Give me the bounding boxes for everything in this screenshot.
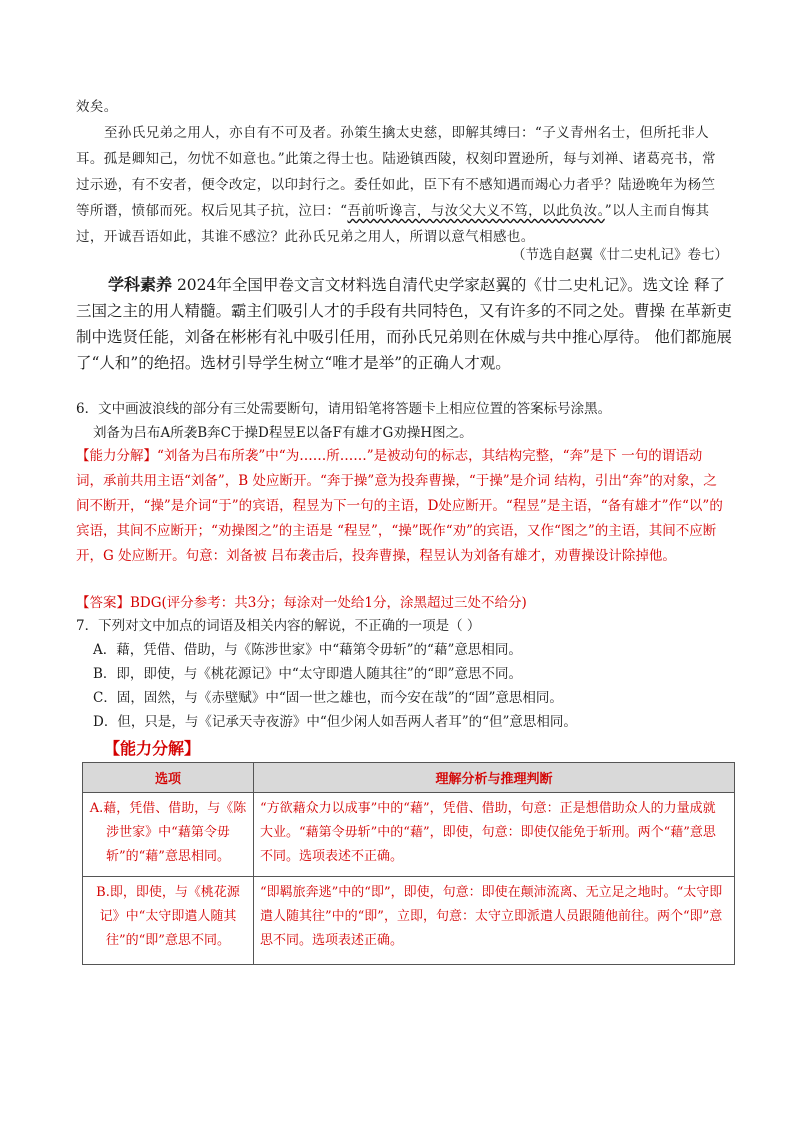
analysis-table — [82, 762, 735, 965]
table-cell-analysis: “即羁旅奔逃”中的“即”，即使，句意：即使在颠沛流离、无立足之地时。“太守即遣人随其往”中的“即”，立即，句意：太守立即派遣人员跟随他前往。两个“即”意思不同。选项表述正确。 — [254, 877, 735, 965]
table-header-row — [83, 763, 735, 793]
question-6-analysis: 【能力分解】“刘备为吕布所袭”中“为……所……”是被动句的标志，其结构完整，“奔”是下 一句的谓语动词，承前共用主语“刘备”，B 处应断开。“奔于操”意为投奔曹操，“于操”是介词 结构，引出“奔”的对象，之间不断开，“操”是介词“于”的宾语，程昱为下一句的主语，D处应断开。“程昱”是主语，“备有雄才”作“以”的宾语，其间不应断开；“劝操图之”的主语是 “程昱”，“操”既作“劝”的宾语，又作“图之”的主语，其间不应断开，G 处应断开。句意：刘备被 吕布袭击后，投奔曹操，程昱认为刘备有雄才，劝曹操设计除掉他。 — [76, 448, 723, 564]
table-header-option: 选项 — [83, 763, 254, 793]
question-7-option-d: D．但，只是，与《记承天寺夜游》中“但少闲人如吾两人者耳”的“但”意思相同。 — [93, 714, 577, 730]
breakdown-heading: 【能力分解】 — [104, 739, 201, 758]
table-cell-option: A.藉，凭借、借助，与《陈涉世家》中“藉第令毋斩”的“藉”意思相同。 — [83, 793, 254, 877]
question-7-option-c: C．固，固然，与《赤壁赋》中“固一世之雄也，而今安在哉”的“固”意思相同。 — [93, 690, 563, 706]
wavy-underlined-sentence: 吾前听谗言，与汝父大义不笃，以此负汝。 — [347, 203, 605, 219]
question-7-option-a: A．藉，凭借、借助，与《陈涉世家》中“藉第令毋斩”的“藉”意思相同。 — [93, 642, 522, 658]
question-6-stem: 6．文中画波浪线的部分有三处需要断句，请用铅笔将答题卡上相应位置的答案标号涂黑。 — [76, 401, 612, 417]
table-cell-option: B.即，即使，与《桃花源记》中“太守即遣人随其往”的“即”意思不同。 — [83, 877, 254, 965]
table-cell-analysis: “方欲藉众力以成事”中的“藉”，凭借、借助，句意：正是想借助众人的力量成就大业。“藉第令毋斩”中的“藉”，即使，句意：即使仅能免于斩刑。两个“藉”意思不同。选项表述不正确。 — [254, 793, 735, 877]
table-row — [83, 793, 735, 877]
question-7-stem: 7．下列对文中加点的词语及相关内容的解说，不正确的一项是（ ） — [76, 618, 481, 634]
passage-source: （节选自赵翼《廿二史札记》卷七） — [512, 247, 728, 263]
question-6-answer: 【答案】BDG(评分参考：共3分；每涂对一处给1分，涂黑超过三处不给分) — [76, 595, 527, 611]
literacy-paragraph: 学科素养 2024年全国甲卷文言文材料选自清代史学家赵翼的《廿二史札记》。选文诠 释了三国之主的用人精髓。霸主们吸引人才的手段有共同特色，又有许多的不同之处。曹操 在革新吏制中选贤任能，刘备在彬彬有礼中吸引任用，而孙氏兄弟则在休威与共中推心厚待。 他们都施展了“人和”的绝招。选材引导学生树立“唯才是举”的正确人才观。 — [76, 275, 732, 372]
passage-line-start: 效矣。 — [76, 99, 118, 115]
passage-paragraph: 至孙氏兄弟之用人，亦自有不可及者。孙策生擒太史慈，即解其缚曰：“子义青州名士，但所托非人耳。孤是卿知己，勿忧不如意也。”此策之得士也。陆逊镇西陵，权刻印置逊所，每与刘禅、诸葛亮书，常过示逊，有不安者，便令改定，以印封行之。委任如此，臣下有不感知遇而竭心力者乎？陆逊晚年为杨竺等所谮，愤郁而死。权后见其子抗，泣曰：“吾前听谗言，与汝父大义不笃，以此负汝。”以人主而自悔其过，开诚吾语如此，其谁不感泣？此孙氏兄弟之用人，所谓以意气相感也。 — [76, 125, 716, 245]
table-header-analysis: 理解分析与推理判断 — [254, 763, 735, 793]
question-7-option-b: B．即，即使，与《桃花源记》中“太守即遣人随其往”的“即”意思不同。 — [93, 666, 523, 682]
table-row — [83, 877, 735, 965]
question-6-sentence: 刘备为吕布A所袭B奔C于操D程昱E以备F有雄才G劝操H图之。 — [93, 425, 473, 441]
literacy-label: 学科素养 — [108, 275, 173, 294]
